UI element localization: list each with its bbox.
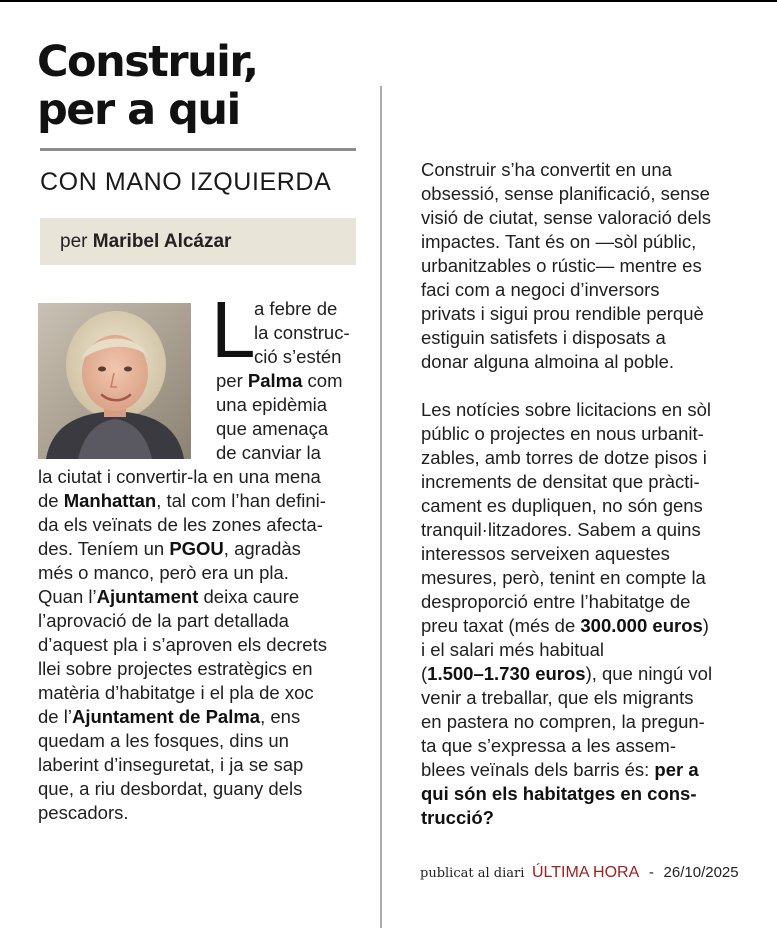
published-label: publicat al diari: [420, 866, 525, 881]
text-segment: blees veïnals dels barris és:: [421, 759, 655, 780]
text-segment: que, a riu desbordat, guany dels: [38, 778, 303, 799]
title-line-2: per a qui: [37, 85, 240, 135]
emphasis: Palma: [247, 370, 303, 391]
text-segment: (: [421, 663, 428, 684]
text-segment: tranquil·litzadores. Sabem a quins: [421, 519, 701, 540]
emphasis: 1.500–1.730 euros: [427, 663, 586, 684]
text-line: [216, 297, 371, 321]
text-line: [421, 710, 761, 734]
text-segment: Quan l’: [38, 586, 97, 607]
text-segment: obsessió, sense planificació, sense: [421, 183, 710, 204]
text-segment: matèria d’habitatge i el pla de xoc: [38, 682, 314, 703]
text-segment: pescadors.: [38, 802, 129, 823]
text-segment: privats i sigui prou rendible perquè: [421, 303, 704, 324]
text-segment: venir a treballar, que els migrants: [421, 687, 694, 708]
text-line: [38, 513, 368, 537]
text-line: [421, 494, 761, 518]
text-line: [421, 230, 761, 254]
text-segment: d’aquest pla i s’aproven els decrets: [38, 634, 327, 655]
newspaper-name: ÚLTIMA HORA: [532, 864, 640, 881]
text-line: [38, 465, 368, 489]
text-line: [216, 441, 371, 465]
publication-footer: [420, 864, 739, 882]
text-line: [421, 638, 761, 662]
text-line: [421, 326, 761, 350]
text-line: [38, 489, 368, 513]
emphasis: Ajuntament de Palma: [71, 706, 261, 727]
text-line: [38, 561, 368, 585]
byline: [40, 218, 356, 265]
text-line: [421, 302, 761, 326]
text-segment: mesures, però, tenint en compte la: [421, 567, 706, 588]
byline-prefix: per: [60, 231, 88, 252]
text-segment: quedam a les fosques, dins un: [38, 730, 289, 751]
text-line: [421, 806, 761, 830]
text-line: [421, 206, 761, 230]
text-segment: laberint d’inseguretat, i ja se sap: [38, 754, 304, 775]
text-line: [421, 566, 761, 590]
text-segment: a febre de: [254, 298, 338, 319]
footer-separator: -: [648, 864, 654, 881]
text-line: [421, 278, 761, 302]
text-segment: estiguin satisfets i disposats a: [421, 327, 666, 348]
paragraph: [421, 158, 761, 374]
title-underline: [40, 148, 356, 151]
emphasis: Manhattan: [63, 490, 157, 511]
text-segment: de canviar la: [216, 442, 321, 463]
text-line: [421, 446, 761, 470]
text-segment: llei sobre projectes estratègics en: [38, 658, 313, 679]
text-line: [421, 734, 761, 758]
emphasis: PGOU: [169, 538, 224, 559]
text-line: [216, 369, 371, 393]
text-line: [421, 758, 761, 782]
text-line: [38, 633, 368, 657]
text-line: [421, 518, 761, 542]
column-divider: [380, 86, 382, 928]
text-segment: impactes. Tant és on —sòl públic,: [421, 231, 697, 252]
text-line: [421, 398, 761, 422]
top-rule: [0, 0, 777, 2]
text-segment: ta que s’expressa a les assem-: [421, 735, 677, 756]
text-line: [421, 662, 761, 686]
text-line: [38, 729, 368, 753]
text-line: [216, 417, 371, 441]
emphasis: qui són els habitatges en cons-: [421, 783, 697, 804]
text-segment: ), que ningú vol: [585, 663, 713, 684]
text-segment: preu taxat (més de: [421, 615, 581, 636]
text-segment: da els veïnats de les zones afecta-: [38, 514, 323, 535]
text-line: [38, 777, 368, 801]
text-line: [38, 657, 368, 681]
paragraph: [421, 398, 761, 830]
text-segment: interessos serveixen aquestes: [421, 543, 670, 564]
text-segment: i el salari més habitual: [421, 639, 605, 660]
left-column-body: [38, 465, 368, 825]
text-line: [421, 782, 761, 806]
text-line: [421, 470, 761, 494]
author-photo: [38, 303, 191, 459]
text-segment: l’aprovació de la part detallada: [38, 610, 289, 631]
text-line: [38, 681, 368, 705]
text-segment: una epidèmia: [216, 394, 328, 415]
text-segment: ): [702, 615, 709, 636]
author-name: Maribel Alcázar: [92, 231, 232, 252]
text-line: [38, 753, 368, 777]
text-line: [421, 614, 761, 638]
text-line: [38, 537, 368, 561]
text-line: [38, 705, 368, 729]
emphasis: per a: [654, 759, 699, 780]
text-segment: la construc-: [254, 322, 350, 343]
article-title: [37, 38, 258, 134]
text-segment: desproporció entre l’habitatge de: [421, 591, 691, 612]
emphasis: 300.000 euros: [580, 615, 703, 636]
lead-paragraph: [216, 297, 371, 465]
portrait-photo-icon: [38, 303, 191, 459]
text-line: [421, 422, 761, 446]
emphasis: Ajuntament: [96, 586, 199, 607]
text-segment: faci com a negoci d’inversors: [421, 279, 660, 300]
text-segment: des. Teníem un: [38, 538, 170, 559]
text-line: [421, 254, 761, 278]
text-line: [38, 801, 368, 825]
text-segment: com: [302, 370, 343, 391]
text-segment: per: [216, 370, 248, 391]
publication-date: 26/10/2025: [663, 864, 739, 881]
text-segment: , agradàs: [223, 538, 301, 559]
text-segment: en pastera no compren, la pregun-: [421, 711, 705, 732]
text-segment: zables, amb torres de dotze pisos i: [421, 447, 707, 468]
text-segment: increments de densitat que pràcti-: [421, 471, 700, 492]
text-segment: públic o projectes en nous urbanit-: [421, 423, 704, 444]
title-line-1: Construir,: [37, 37, 258, 87]
text-line: [421, 158, 761, 182]
text-line: [421, 350, 761, 374]
text-line: [216, 321, 371, 345]
text-segment: que amenaça: [216, 418, 329, 439]
text-segment: més o manco, però era un pla.: [38, 562, 289, 583]
right-column-body: [421, 158, 761, 854]
text-segment: de: [38, 490, 64, 511]
drop-cap: L: [211, 285, 256, 374]
text-line: [216, 345, 371, 369]
text-line: [216, 393, 371, 417]
emphasis: trucció?: [421, 807, 494, 828]
text-line: [421, 590, 761, 614]
text-line: [421, 182, 761, 206]
text-segment: Construir s’ha convertit en una: [421, 159, 672, 180]
text-segment: cament es dupliquen, no són gens: [421, 495, 703, 516]
text-segment: visió de ciutat, sense valoració dels: [421, 207, 711, 228]
text-segment: Les notícies sobre licitacions en sòl: [421, 399, 711, 420]
text-segment: donar alguna almoina al poble.: [421, 351, 675, 372]
text-segment: urbanitzables o rústic— mentre es: [421, 255, 702, 276]
text-segment: deixa caure: [198, 586, 300, 607]
text-line: [421, 542, 761, 566]
text-segment: de l’: [38, 706, 72, 727]
text-segment: , ens: [260, 706, 301, 727]
text-segment: ció s’estén: [254, 346, 342, 367]
text-line: [38, 609, 368, 633]
text-segment: la ciutat i convertir-la en una mena: [38, 466, 321, 487]
column-section-name: CON MANO IZQUIERDA: [40, 168, 332, 196]
text-line: [38, 585, 368, 609]
text-line: [421, 686, 761, 710]
text-segment: , tal com l’han defini-: [156, 490, 326, 511]
